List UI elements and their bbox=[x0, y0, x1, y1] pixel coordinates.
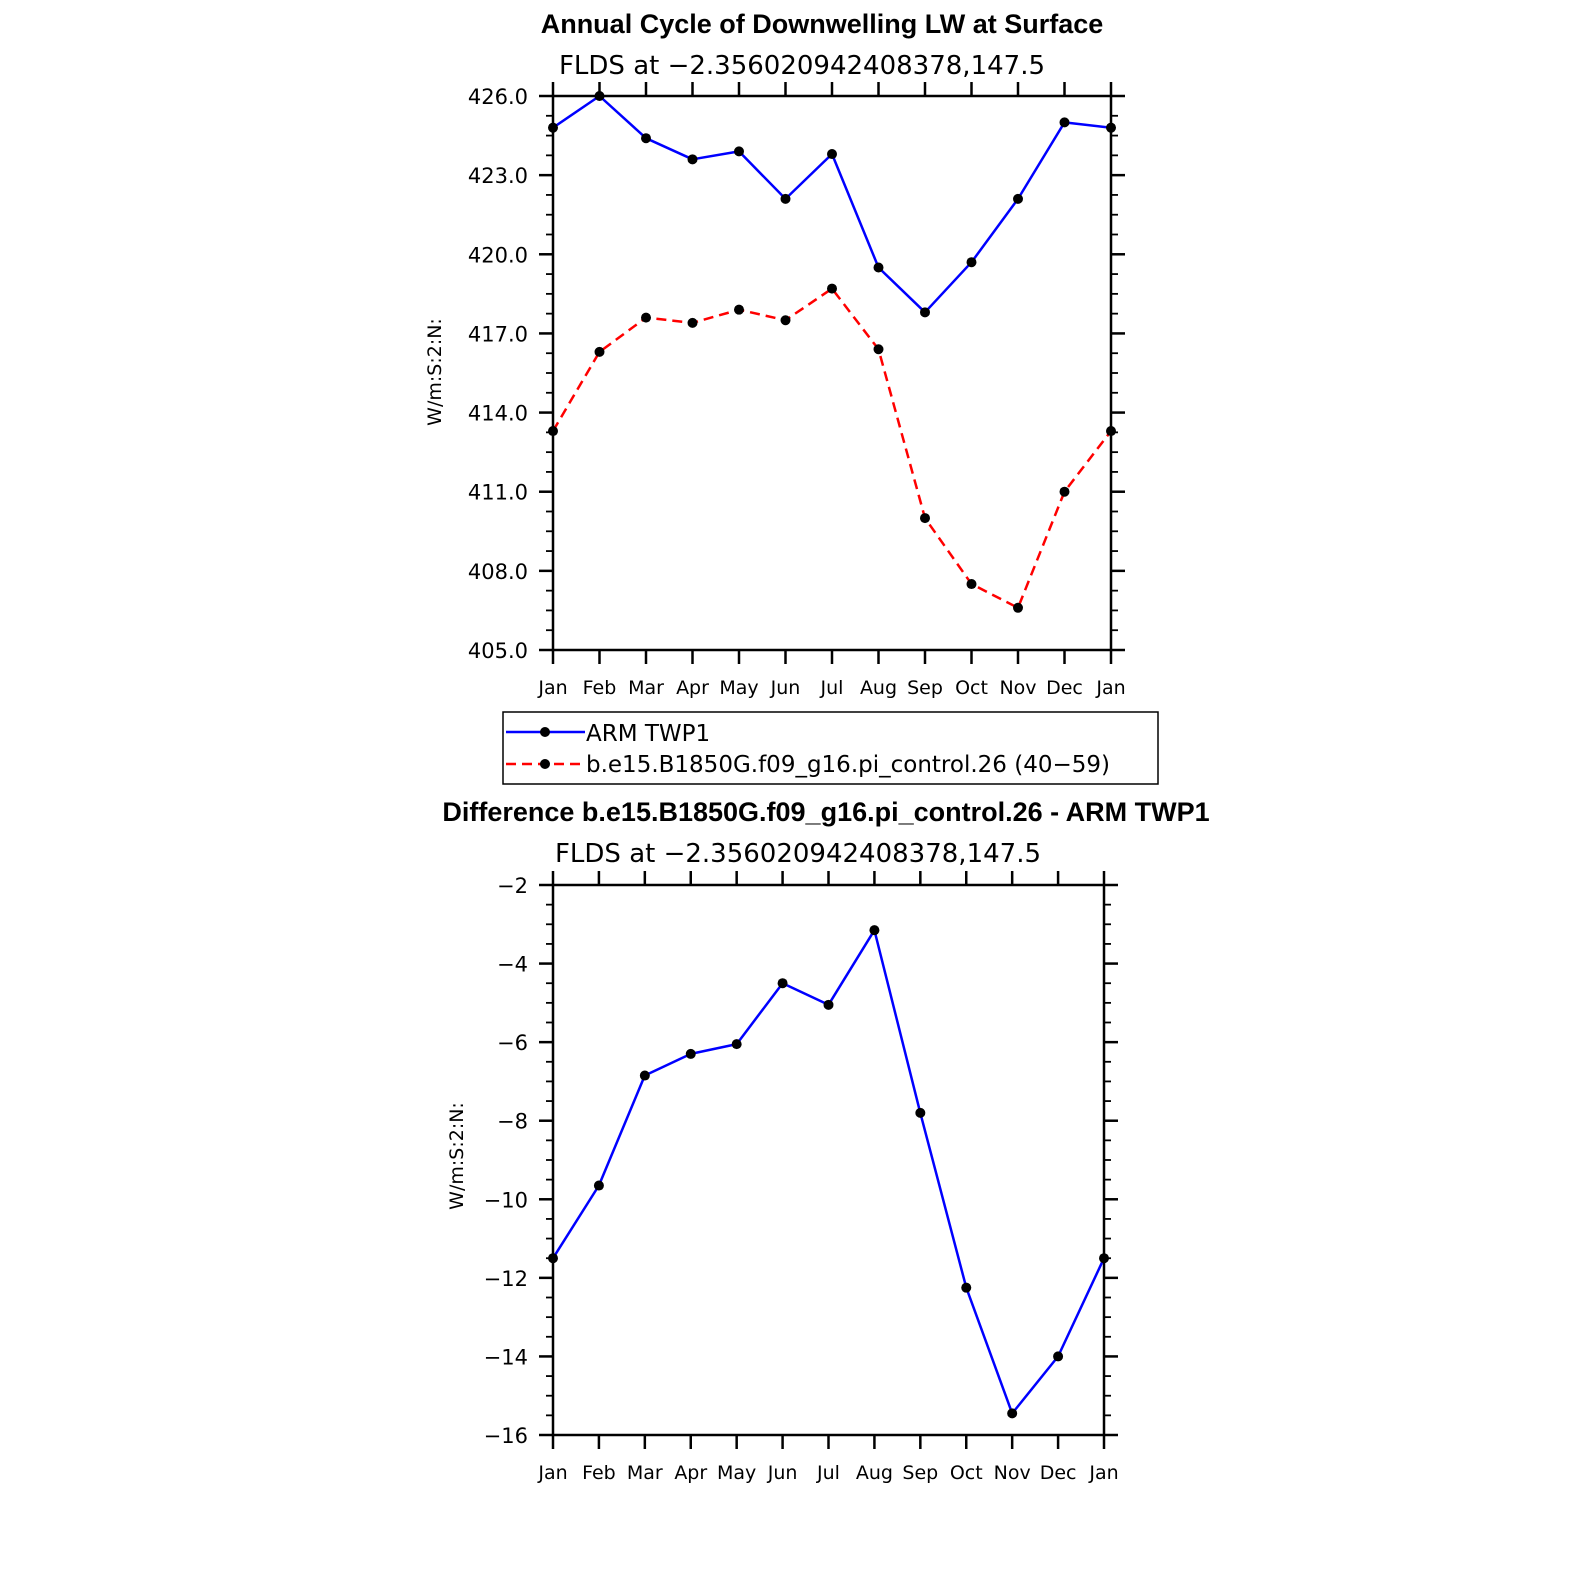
y-tick-label: −10 bbox=[483, 1188, 528, 1213]
data-point bbox=[732, 1039, 742, 1049]
x-tick-label: Mar bbox=[626, 1462, 663, 1484]
data-point bbox=[640, 1071, 650, 1081]
x-tick-label: Feb bbox=[582, 1462, 616, 1484]
data-point bbox=[778, 978, 788, 988]
y-tick-label: 411.0 bbox=[467, 480, 528, 505]
y-tick-label: 423.0 bbox=[467, 164, 528, 189]
data-point bbox=[1060, 487, 1070, 497]
data-point bbox=[548, 426, 558, 436]
x-tick-label: May bbox=[719, 677, 759, 699]
data-point bbox=[641, 133, 651, 143]
y-tick-label: 426.0 bbox=[467, 85, 528, 109]
data-point bbox=[595, 347, 605, 357]
legend-marker-arm bbox=[540, 727, 550, 737]
data-point bbox=[824, 1000, 834, 1010]
x-tick-label: Nov bbox=[993, 1462, 1031, 1484]
y-tick-label: −4 bbox=[497, 952, 528, 977]
series-line-0 bbox=[553, 96, 1111, 312]
data-point bbox=[827, 284, 837, 294]
x-tick-label: May bbox=[717, 1462, 757, 1484]
x-tick-label: Jul bbox=[817, 1462, 840, 1484]
x-tick-label: Apr bbox=[676, 677, 709, 699]
x-tick-label: Mar bbox=[628, 677, 664, 699]
x-tick-label: Oct bbox=[949, 1462, 983, 1484]
y-tick-label: 420.0 bbox=[467, 243, 528, 268]
legend-label-model: b.e15.B1850G.f09_g16.pi_control.26 (40−59) bbox=[586, 752, 1110, 778]
x-tick-label: Feb bbox=[582, 677, 617, 699]
data-point bbox=[869, 925, 879, 935]
x-tick-label: Jul bbox=[820, 677, 844, 699]
data-point bbox=[734, 305, 744, 315]
data-point bbox=[734, 146, 744, 156]
x-tick-label: Jan bbox=[1096, 677, 1126, 699]
y-axis-label: W/m:S:2:N: bbox=[446, 1102, 468, 1210]
y-tick-label: −14 bbox=[483, 1345, 528, 1370]
data-point bbox=[688, 154, 698, 164]
y-tick-label: −6 bbox=[497, 1031, 528, 1056]
plot-frame bbox=[484, 871, 1119, 1484]
data-point bbox=[1007, 1408, 1017, 1418]
x-tick-label: Dec bbox=[1046, 677, 1083, 699]
data-point bbox=[1106, 426, 1116, 436]
legend-marker-model bbox=[540, 759, 550, 769]
x-tick-label: Jun bbox=[770, 677, 801, 699]
legend-label-arm: ARM TWP1 bbox=[586, 721, 711, 747]
x-tick-label: Sep bbox=[907, 677, 943, 699]
plot-border bbox=[553, 885, 1104, 1435]
data-point bbox=[781, 315, 791, 325]
data-point bbox=[548, 123, 558, 133]
data-point bbox=[548, 1253, 558, 1263]
x-tick-label: Aug bbox=[859, 677, 898, 699]
chart-title: Difference b.e15.B1850G.f09_g16.pi_control.26 - ARM TWP1 bbox=[442, 797, 1210, 827]
data-point bbox=[688, 318, 698, 328]
data-point bbox=[967, 579, 977, 589]
chart-annual-cycle bbox=[424, 9, 1126, 699]
x-tick-label: Oct bbox=[955, 677, 988, 699]
plot-marks bbox=[548, 91, 1116, 613]
data-point bbox=[594, 1181, 604, 1191]
legend bbox=[503, 712, 1158, 784]
x-tick-label: Jan bbox=[538, 1462, 568, 1484]
y-tick-label: −8 bbox=[497, 1109, 528, 1134]
data-point bbox=[920, 307, 930, 317]
data-point bbox=[1013, 603, 1023, 613]
data-point bbox=[1060, 117, 1070, 127]
data-point bbox=[961, 1283, 971, 1293]
data-point bbox=[874, 262, 884, 272]
data-point bbox=[920, 513, 930, 523]
data-point bbox=[1013, 194, 1023, 204]
chart-difference bbox=[442, 797, 1209, 1484]
x-tick-label: Dec bbox=[1039, 1462, 1077, 1484]
data-point bbox=[1053, 1351, 1063, 1361]
x-tick-label: Apr bbox=[674, 1462, 708, 1484]
y-tick-label: −16 bbox=[483, 1424, 528, 1448]
y-axis-label: W/m:S:2:N: bbox=[424, 318, 446, 426]
x-tick-label: Jan bbox=[538, 677, 568, 699]
chart-subtitle: FLDS at −2.356020942408378,147.5 bbox=[554, 839, 1042, 869]
plot-frame bbox=[468, 82, 1126, 699]
y-tick-label: 408.0 bbox=[467, 559, 528, 584]
plot-border bbox=[553, 96, 1111, 650]
y-tick-label: 405.0 bbox=[467, 639, 528, 663]
data-point bbox=[967, 257, 977, 267]
data-point bbox=[1106, 123, 1116, 133]
data-point bbox=[915, 1108, 925, 1118]
chart-title: Annual Cycle of Downwelling LW at Surface bbox=[540, 9, 1104, 39]
x-tick-label: Jun bbox=[767, 1462, 798, 1484]
data-point bbox=[641, 313, 651, 323]
y-tick-label: 417.0 bbox=[467, 322, 528, 347]
y-tick-label: 414.0 bbox=[467, 401, 528, 426]
data-point bbox=[781, 194, 791, 204]
x-tick-label: Nov bbox=[999, 677, 1037, 699]
data-point bbox=[827, 149, 837, 159]
x-tick-label: Sep bbox=[902, 1462, 939, 1484]
data-point bbox=[1099, 1253, 1109, 1263]
x-tick-label: Aug bbox=[855, 1462, 893, 1484]
chart-subtitle: FLDS at −2.356020942408378,147.5 bbox=[558, 51, 1046, 81]
y-tick-label: −2 bbox=[497, 874, 528, 898]
y-tick-label: −12 bbox=[483, 1266, 528, 1291]
data-point bbox=[595, 91, 605, 101]
series-line-1 bbox=[553, 289, 1111, 608]
plot-marks bbox=[548, 925, 1109, 1418]
data-point bbox=[874, 344, 884, 354]
x-tick-label: Jan bbox=[1089, 1462, 1119, 1484]
data-point bbox=[686, 1049, 696, 1059]
